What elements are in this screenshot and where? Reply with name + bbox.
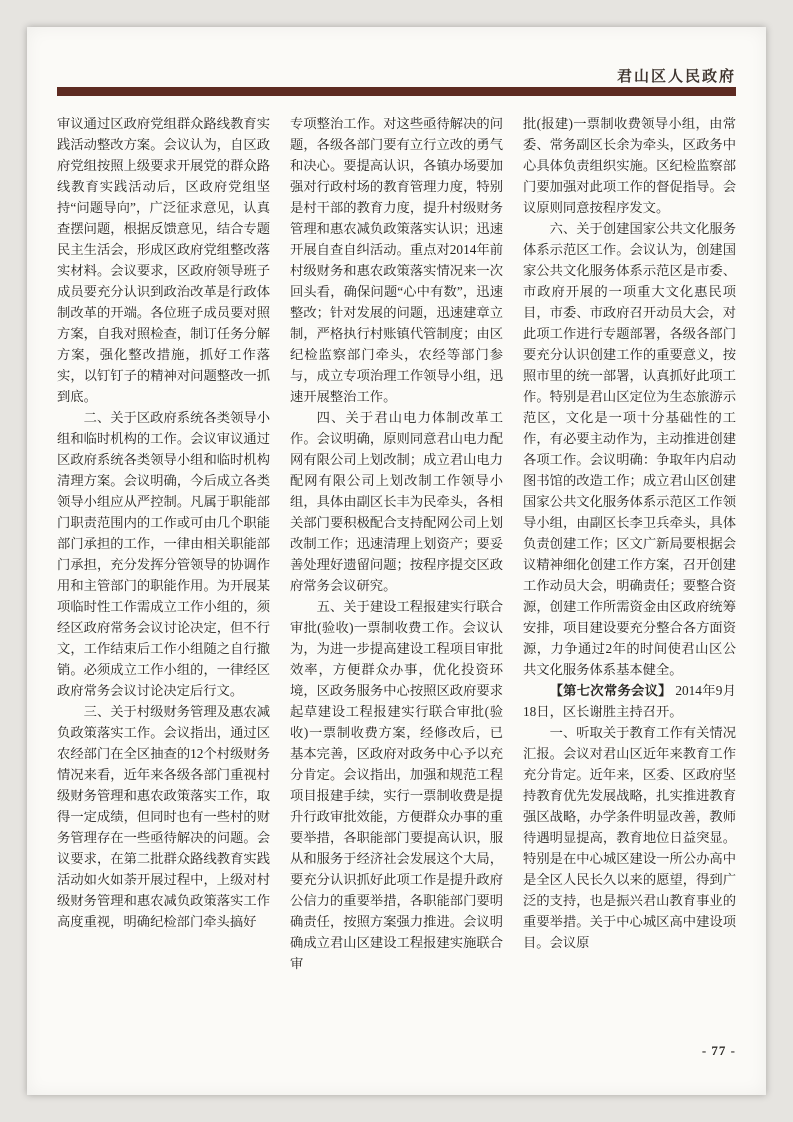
- text-columns: [57, 113, 736, 1045]
- col1-item3-paragraph: 三、关于村级财务管理及惠农减负政策落实工作。会议指出，通过区农经部门在全区抽查的12个村级财务情况来看，近年来各级各部门重视村级财务管理和惠农政策落实工作，取得一定成绩，但同时也有一些村的财务管理存在一些亟待解决的问题。会议要求，在第二批群众路线教育实践活动如火如荼开展过程中，上级对村级财务管理和惠农减负政策落实工作高度重视，明确纪检部门牵头搞好: [57, 704, 270, 929]
- page-sheet: [27, 27, 766, 1095]
- col3-continuation-paragraph: 批(报建)一票制收费领导小组，由常委、常务副区长余为牵头，区政务中心具体负责组织实施。区纪检监察部门要加强对此项工作的督促指导。会议原则同意按程序发文。: [523, 116, 736, 215]
- col2-item4-paragraph: 四、关于君山电力体制改革工作。会议明确，原则同意君山电力配网有限公司上划改制；成立君山电力配网有限公司上划改制工作领导小组，具体由副区长丰为民牵头，各相关部门要积极配合支持配网公司上划改制工作；迅速清理上划资产；要妥善处理好遗留问题；按程序提交区政府常务会议研究。: [290, 410, 503, 593]
- col3-item1-paragraph: 一、听取关于教育工作有关情况汇报。会议对君山区近年来教育工作充分肯定。近年来，区委、区政府坚持教育优先发展战略，扎实推进教育强区战略，办学条件明显改善，教师待遇明显提高，教育地位日益突显。特别是在中心城区建设一所公办高中是全区人民长久以来的愿望，得到广泛的支持，也是振兴君山教育事业的重要举措。关于中心城区高中建设项目。会议原: [523, 725, 736, 950]
- col2-continuation-paragraph: 专项整治工作。对这些亟待解决的问题，各级各部门要有立行立改的勇气和决心。要提高认识，各镇办场要加强对行政村场的教育管理力度，特别是村干部的教育力度，提升村级财务管理和惠农减负政策落实认识；迅速开展自查自纠活动。重点对2014年前村级财务和惠农政策落实情况来一次回头看，确保问题“心中有数”，迅速整改；针对发展的问题，迅速建章立制，严格执行村账镇代管制度；由区纪检监察部门牵头，农经等部门参与，成立专项治理工作领导小组，迅速开展整治工作。: [290, 116, 503, 404]
- col1-item2-paragraph: 二、关于区政府系统各类领导小组和临时机构的工作。会议审议通过区政府系统各类领导小组和临时机构清理方案。会议明确，今后成立各类领导小组应从严控制。凡属于职能部门职责范围内的工作或可由几个职能部门承担的工作，一律由相关职能部门承担，充分发挥分管领导的协调作用和主管部门的职能作用。为开展某项临时性工作需成立工作小组的，须经区政府常务会议讨论决定，但不行文，工作结束后工作小组随之自行撤销。必须成立工作小组的，一律经区政府常务会议讨论决定后行文。: [57, 410, 270, 698]
- column-3: [523, 113, 736, 1045]
- column-1: [57, 113, 270, 1045]
- header-rule: [57, 87, 736, 96]
- col1-continuation-paragraph: 审议通过区政府党组群众路线教育实践活动整改方案。会议认为，自区政府党组按照上级要求开展党的群众路线教育实践活动后，区政府党组坚持“问题导向”，广泛征求意见，认真查摆问题，根据反馈意见，结合专题民主生活会，形成区政府党组整改落实材料。会议要求，区政府领导班子成员要充分认识到政治改革是行政体制改革的开端。各位班子成员要对照方案，自我对照检查，制订任务分解方案，强化整改措施，抓好工作落实，以钉钉子的精神对问题整改一抓到底。: [57, 116, 270, 404]
- col3-item6-paragraph: 六、关于创建国家公共文化服务体系示范区工作。会议认为，创建国家公共文化服务体系示范区是市委、市政府开展的一项重大文化惠民项目，市委、市政府召开动员大会，对此项工作进行专题部署，各级各部门要充分认识创建工作的重要意义，按照市里的统一部署，认真抓好此项工作。特别是君山区定位为生态旅游示范区，文化是一项十分基础性的工作，有必要主动作为，主动推进创建各项工作。会议明确：争取年内启动图书馆的改造工作；成立君山区创建国家公共文化服务体系示范区工作领导小组，由副区长李卫兵牵头，具体负责创建工作；区文广新局要根据会议精神细化创建工作方案，召开创建工作动员大会，明确责任；要整合资源，创建工作所需资金由区政府统筹安排，项目建设要充分整合各方面资源，力争通过2年的时间使君山区公共文化服务体系基本健全。: [523, 221, 736, 677]
- page-number: - 77 -: [701, 1043, 736, 1058]
- meeting-7-heading-label: 【第七次常务会议】: [549, 683, 672, 698]
- col2-item5-paragraph: 五、关于建设工程报建实行联合审批(验收)一票制收费工作。会议认为，为进一步提高建设工程项目审批效率，方便群众办事，优化投资环境，区政务服务中心按照区政府要求起草建设工程报建实行联合审批(验收)一票制收费方案，经修改后，已基本完善，区政府对政务中心予以充分肯定。会议指出，加强和规范工程项目报建手续，实行一票制收费是提升行政审批效能，方便群众办事的重要举措，各职能部门要提高认识，服从和服务于经济社会发展这个大局，要充分认识抓好此项工作是提升政府公信力的重要举措，各职能部门要明确责任，按照方案强力推进。会议明确成立君山区建设工程报建实施联合审: [290, 599, 503, 971]
- meeting-7-heading-text: 2014年9月18日，区长谢胜主持召开。: [523, 683, 736, 719]
- column-2: [290, 113, 503, 1045]
- page-header-title: 君山区人民政府: [616, 69, 736, 85]
- meeting-7-heading-paragraph: [523, 680, 736, 722]
